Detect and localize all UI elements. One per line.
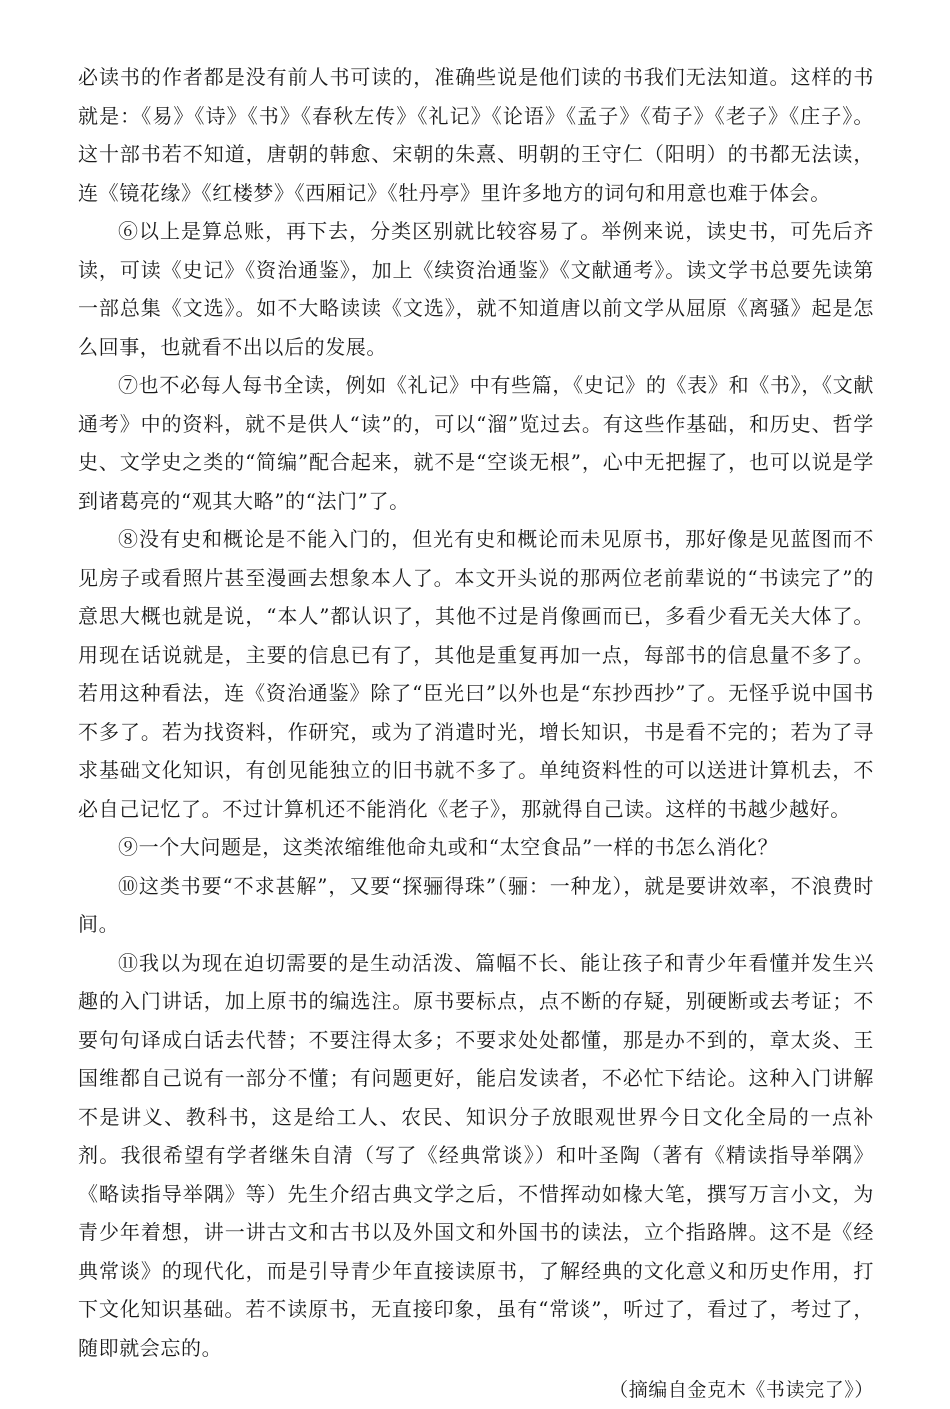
paragraph-6: ⑥以上是算总账，再下去，分类区别就比较容易了。举例来说，读史书，可先后齐读，可读《史记》《资治通鉴》，加上《续资治通鉴》《文献通考》。读文学书总要先读第一部总集《文选》。如不大略读读《文选》，就不知道唐以前文学从屈原《离骚》起是怎么回事，也就看不出以后的发展。 xyxy=(78,219,874,359)
paragraph-10: ⑩这类书要“不求甚解”，又要“探骊得珠”（骊：一种龙），就是要讲效率，不浪费时间。 xyxy=(78,873,874,936)
paragraph-7: ⑦也不必每人每书全读，例如《礼记》中有些篇，《史记》的《表》和《书》，《文献通考》中的资料，就不是供人“读”的，可以“溜”览过去。有这些作基础，和历史、哲学史、文学史之类的“简编”配合起来，就不是“空谈无根”，心中无把握了，也可以说是学到诸葛亮的“观其大略”的“法门”了。 xyxy=(78,373,874,513)
document-page xyxy=(78,58,874,1409)
paragraph-9: ⑨一个大问题是，这类浓缩维他命丸或和“太空食品”一样的书怎么消化？ xyxy=(118,835,779,859)
paragraph-8: ⑧没有史和概论是不能入门的，但光有史和概论而未见原书，那好像是见蓝图而不见房子或看照片甚至漫画去想象本人了。本文开头说的那两位老前辈说的“书读完了”的意思大概也就是说，“本人”都认识了，其他不过是肖像画而已，多看少看无关大体了。用现在话说就是，主要的信息已有了，其他是重复再加一点，每部书的信息量不多了。若用这种看法，连《资治通鉴》除了“臣光曰”以外也是“东抄西抄”了。无怪乎说中国书不多了。若为找资料，作研究，或为了消遣时光，增长知识，书是看不完的；若为了寻求基础文化知识，有创见能独立的旧书就不多了。单纯资料性的可以送进计算机去，不必自己记忆了。不过计算机还不能消化《老子》，那就得自己读。这样的书越少越好。 xyxy=(78,527,874,821)
source-citation: （摘编自金克木《书读完了》） xyxy=(609,1379,874,1401)
paragraph-11: ⑪我以为现在迫切需要的是生动活泼、篇幅不长、能让孩子和青少年看懂并发生兴趣的入门讲话，加上原书的编选注。原书要标点，点不断的存疑，别硬断或去考证；不要句句译成白话去代替；不要注得太多；不要求处处都懂，那是办不到的，章太炎、王国维都自己说有一部分不懂；有问题更好，能启发读者，不必忙下结论。这种入门讲解不是讲义、教科书，这是给工人、农民、知识分子放眼观世界今日文化全局的一点补剂。我很希望有学者继朱自清（写了《经典常谈》）和叶圣陶（著有《精读指导举隅》《略读指导举隅》等）先生介绍古典文学之后，不惜挥动如椽大笔，撰写万言小文，为青少年着想，讲一讲古文和古书以及外国文和外国书的读法，立个指路牌。这不是《经典常谈》的现代化，而是引导青少年直接读原书，了解经典的文化意义和历史作用，打下文化知识基础。若不读原书，无直接印象，虽有“常谈”，听过了，看过了，考过了，随即就会忘的。 xyxy=(78,950,874,1360)
paragraph-continued: 必读书的作者都是没有前人书可读的，准确些说是他们读的书我们无法知道。这样的书就是：《易》《诗》《书》《春秋左传》《礼记》《论语》《孟子》《荀子》《老子》《庄子》。这十部书若不知道，唐朝的韩愈、宋朝的朱熹、明朝的王守仁（阳明）的书都无法读，连《镜花缘》《红楼梦》《西厢记》《牡丹亭》里许多地方的词句和用意也难于体会。 xyxy=(78,65,874,205)
